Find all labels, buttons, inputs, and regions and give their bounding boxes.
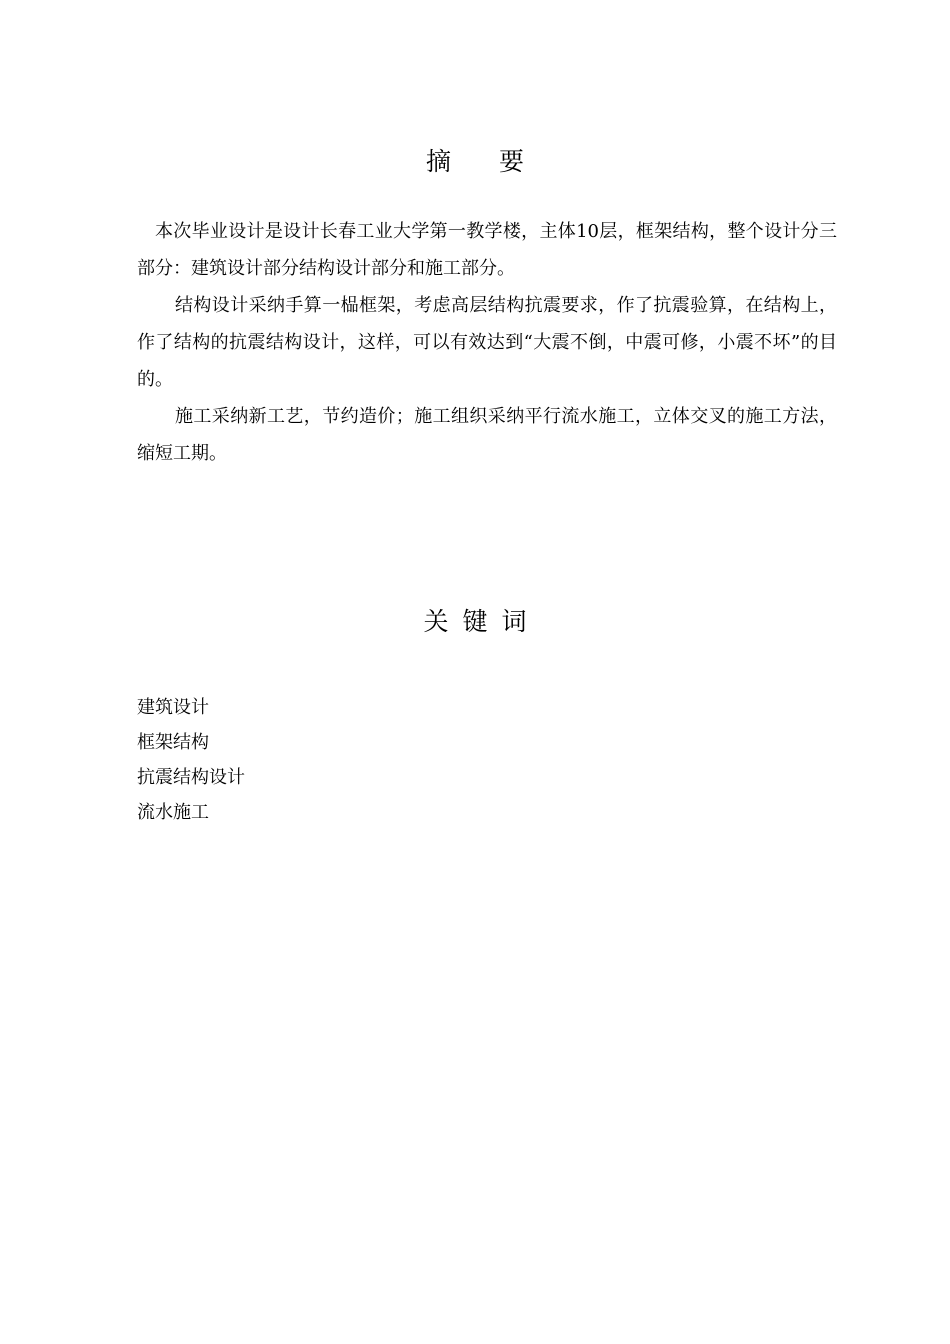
abstract-paragraph-1: 本次毕业设计是设计长春工业大学第一教学楼，主体10层，框架结构，整个设计分三部分：建筑设计部分结构设计部分和施工部分。 bbox=[137, 221, 837, 279]
keyword-item: 流水施工 bbox=[137, 802, 209, 823]
keyword-item: 抗震结构设计 bbox=[137, 767, 245, 788]
keyword-item: 框架结构 bbox=[137, 732, 209, 753]
abstract-paragraph-2: 结构设计采纳手算一榀框架，考虑高层结构抗震要求，作了抗震验算，在结构上，作了结构的抗震结构设计，这样，可以有效达到“大震不倒，中震可修，小震不坏”的目的。 bbox=[137, 295, 837, 390]
keywords-title: 关键词 bbox=[423, 607, 541, 636]
keyword-item: 建筑设计 bbox=[137, 697, 209, 718]
keyword-list bbox=[137, 690, 245, 830]
abstract-title: 摘要 bbox=[425, 147, 572, 176]
abstract-body bbox=[137, 213, 837, 472]
abstract-paragraph-3: 施工采纳新工艺，节约造价；施工组织采纳平行流水施工，立体交叉的施工方法，缩短工期。 bbox=[137, 406, 837, 464]
